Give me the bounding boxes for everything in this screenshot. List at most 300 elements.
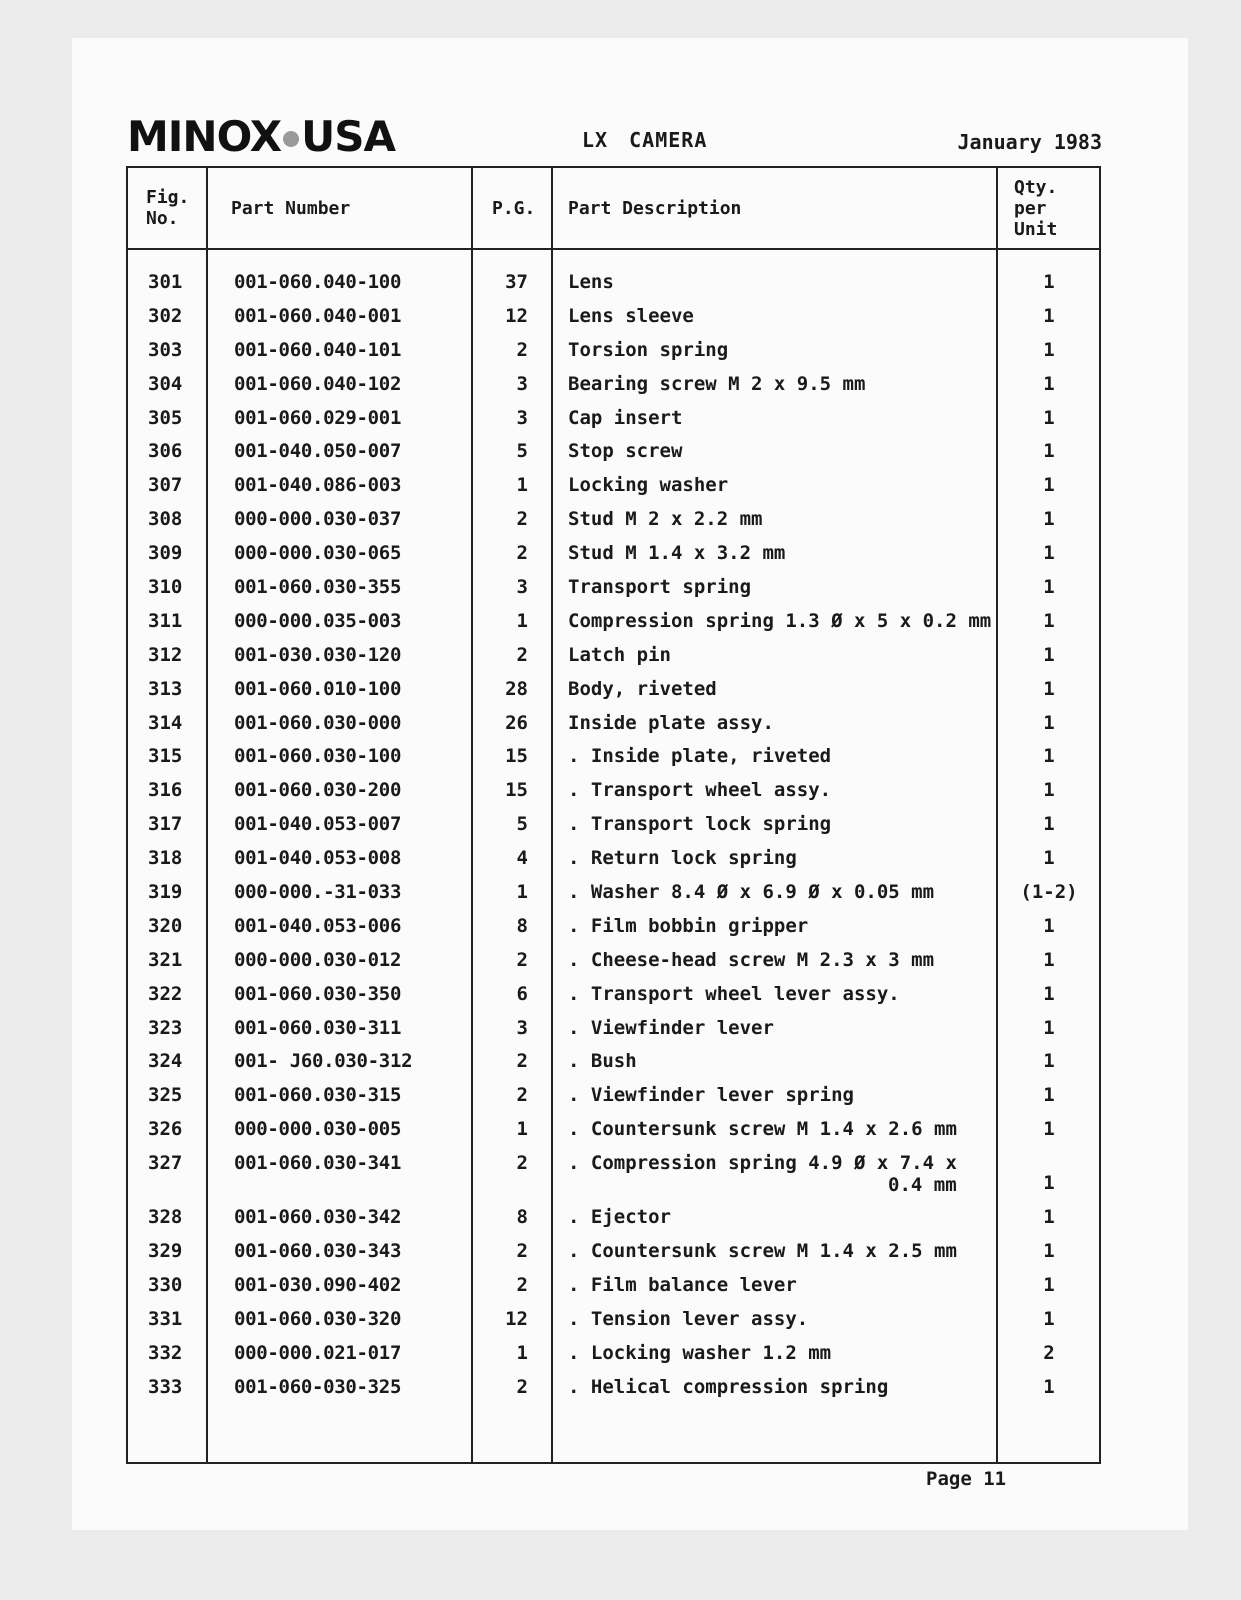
fig-no-cell: [148, 983, 182, 1005]
parts-table: [126, 166, 1101, 1464]
qty-cell: [1004, 508, 1094, 530]
part-number-cell: [234, 1118, 401, 1140]
fig-no-cell-text: 323: [148, 1016, 183, 1039]
part-description-cell-continuation: 0.4 mm: [888, 1174, 957, 1197]
fig-no-cell: [148, 1206, 182, 1228]
part-number-cell-text: 001-060.030-100: [234, 745, 402, 768]
pg-cell-text: 15: [505, 745, 528, 768]
part-number-cell-text: 001-060.030-355: [234, 576, 402, 599]
pg-cell: [478, 983, 528, 1005]
pg-cell-text: 2: [516, 508, 528, 531]
fig-no-cell-text: 307: [148, 474, 183, 497]
qty-cell: [1004, 678, 1094, 700]
fig-no-cell: [148, 1017, 182, 1039]
fig-no-cell-text: 309: [148, 542, 183, 565]
qty-cell: [1004, 779, 1094, 801]
part-description-cell: [568, 508, 762, 530]
qty-cell-text: 1: [1043, 847, 1055, 870]
part-number-cell-text: 000-000.030-012: [234, 948, 402, 971]
pg-cell: [478, 1017, 528, 1039]
part-description-cell: [568, 1240, 957, 1262]
fig-no-cell-text: 329: [148, 1240, 183, 1263]
pg-cell: [478, 373, 528, 395]
qty-cell: [1004, 847, 1094, 869]
part-description-cell-text: . Locking washer 1.2 mm: [568, 1341, 832, 1364]
qty-cell: [1004, 1308, 1094, 1330]
part-number-cell-text: 001-060.030-343: [234, 1240, 402, 1263]
part-description-cell: [568, 712, 774, 734]
part-number-cell: [234, 508, 401, 530]
fig-no-cell-text: 328: [148, 1206, 183, 1229]
qty-cell: [1004, 1017, 1094, 1039]
pg-cell: [478, 779, 528, 801]
part-description-cell: [568, 1206, 671, 1228]
table-row: [128, 1337, 1099, 1371]
part-number-cell: [234, 983, 401, 1005]
pg-cell: [478, 949, 528, 971]
qty-cell: [1004, 1084, 1094, 1106]
header-part-number: Part Number: [231, 197, 351, 219]
part-number-cell: [234, 542, 401, 564]
part-number-cell-text: 001-060.040-001: [234, 304, 402, 327]
part-description-cell-text: Compression spring 1.3 Ø x 5 x 0.2 mm: [568, 609, 992, 632]
part-description-cell-text: . Film balance lever: [568, 1273, 797, 1296]
part-number-cell: [234, 407, 401, 429]
pg-cell: [478, 1206, 528, 1228]
pg-cell-text: 2: [516, 948, 528, 971]
part-description-cell-text: . Cheese-head screw M 2.3 x 3 mm: [568, 948, 935, 971]
qty-cell-text: 1: [1043, 1240, 1055, 1263]
fig-no-cell: [148, 1342, 182, 1364]
qty-cell: [1004, 576, 1094, 598]
fig-no-cell: [148, 271, 182, 293]
fig-no-cell: [148, 779, 182, 801]
logo-suffix: USA: [301, 112, 396, 161]
table-row: [128, 1147, 1099, 1201]
part-description-cell-text: Stop screw: [568, 440, 683, 463]
header-divider: [128, 248, 1099, 250]
qty-cell-text: 1: [1043, 1375, 1055, 1398]
part-number-cell: [234, 610, 401, 632]
pg-cell-text: 12: [505, 304, 528, 327]
table-row: [128, 571, 1099, 605]
fig-no-cell-text: 330: [148, 1273, 183, 1296]
part-description-cell-text: Torsion spring: [568, 338, 729, 361]
qty-cell: [1004, 271, 1094, 293]
qty-cell-text: 1: [1043, 609, 1055, 632]
qty-cell-text: 2: [1043, 1341, 1055, 1364]
qty-cell-text: 1: [1043, 914, 1055, 937]
header-part-description: Part Description: [568, 197, 742, 219]
part-description-cell: [568, 678, 717, 700]
fig-no-cell: [148, 1274, 182, 1296]
document-title: LX CAMERA: [582, 128, 708, 152]
fig-no-cell-text: 321: [148, 948, 183, 971]
pg-cell-text: 2: [516, 643, 528, 666]
qty-cell-text: 1: [1043, 271, 1055, 293]
part-number-cell: [234, 1206, 401, 1228]
qty-cell-text: 1: [1043, 1273, 1055, 1296]
pg-cell-text: 2: [516, 338, 528, 361]
part-number-cell: [234, 712, 401, 734]
pg-cell: [478, 576, 528, 598]
part-number-cell-text: 001-040.050-007: [234, 440, 402, 463]
qty-cell-text: 1: [1043, 813, 1055, 836]
pg-cell-text: 4: [516, 847, 528, 870]
fig-no-cell-text: 316: [148, 779, 183, 802]
table-row: [128, 1079, 1099, 1113]
fig-no-cell: [148, 678, 182, 700]
qty-cell: [1004, 373, 1094, 395]
part-description-cell: [568, 407, 682, 429]
fig-no-cell-text: 319: [148, 881, 183, 904]
fig-no-cell-text: 315: [148, 745, 183, 768]
part-number-cell-text: 001-060.030-320: [234, 1307, 402, 1330]
pg-cell: [478, 881, 528, 903]
part-number-cell-text: 001-060-030-325: [234, 1375, 402, 1398]
fig-no-cell-text: 333: [148, 1375, 183, 1398]
table-row: [128, 1235, 1099, 1269]
fig-no-cell: [148, 1050, 182, 1072]
fig-no-cell: [148, 339, 182, 361]
fig-no-cell: [148, 1084, 182, 1106]
fig-no-cell: [148, 949, 182, 971]
fig-no-cell-text: 310: [148, 576, 183, 599]
header-qty-line3: Unit: [1014, 218, 1058, 240]
part-number-cell: [234, 644, 401, 666]
part-number-cell: [234, 1308, 401, 1330]
part-number-cell-text: 000-000.-31-033: [234, 881, 402, 904]
pg-cell-text: 8: [516, 1206, 528, 1229]
part-number-cell: [234, 1050, 412, 1072]
fig-no-cell: [148, 1240, 182, 1262]
table-row: [128, 673, 1099, 707]
fig-no-cell-text: 312: [148, 643, 183, 666]
fig-no-cell-text: 324: [148, 1050, 183, 1073]
table-row: [128, 1201, 1099, 1235]
pg-cell-text: 2: [516, 1084, 528, 1107]
header-fig-no-line1: Fig.: [146, 187, 190, 208]
table-row: [128, 876, 1099, 910]
qty-cell-text: 1: [1043, 948, 1055, 971]
qty-cell-text: 1: [1043, 372, 1055, 395]
table-row: [128, 1012, 1099, 1046]
part-description-cell: [568, 610, 991, 632]
part-number-cell: [234, 813, 401, 835]
part-description-cell-text: Stud M 2 x 2.2 mm: [568, 508, 763, 531]
part-description-cell-text: Bearing screw M 2 x 9.5 mm: [568, 372, 866, 395]
pg-cell: [478, 474, 528, 496]
qty-cell: [1004, 983, 1094, 1005]
part-description-cell: [568, 1152, 957, 1196]
fig-no-cell-text: 320: [148, 914, 183, 937]
part-description-cell: [568, 949, 934, 971]
qty-cell-text: 1: [1043, 440, 1055, 463]
part-number-cell-text: 001-040.053-006: [234, 914, 402, 937]
header-fig-no: [146, 168, 189, 248]
qty-cell-text: 1: [1043, 779, 1055, 802]
fig-no-cell: [148, 881, 182, 903]
fig-no-cell-text: 326: [148, 1118, 183, 1141]
qty-cell-text: 1: [1043, 982, 1055, 1005]
qty-cell: [1004, 712, 1094, 734]
part-number-cell-text: 000-000.030-005: [234, 1118, 402, 1141]
part-description-cell: [568, 983, 900, 1005]
fig-no-cell-text: 301: [148, 271, 183, 293]
logo-brand: MINOX: [127, 112, 282, 161]
part-number-cell: [234, 949, 401, 971]
pg-cell: [478, 847, 528, 869]
pg-cell-text: 1: [516, 881, 528, 904]
part-number-cell-text: 001-060.030-311: [234, 1016, 402, 1039]
part-description-cell: [568, 440, 682, 462]
fig-no-cell-text: 302: [148, 304, 183, 327]
pg-cell: [478, 1050, 528, 1072]
document-date: January 1983: [957, 130, 1102, 154]
part-description-cell: [568, 779, 831, 801]
qty-cell: [1004, 644, 1094, 666]
fig-no-cell: [148, 576, 182, 598]
qty-cell: [1004, 305, 1094, 327]
qty-cell: [1004, 881, 1094, 903]
pg-cell-text: 3: [516, 576, 528, 599]
table-row: [128, 842, 1099, 876]
table-row: [128, 334, 1099, 368]
fig-no-cell: [148, 373, 182, 395]
part-number-cell: [234, 271, 401, 293]
minox-usa-logo: [127, 112, 395, 161]
pg-cell: [478, 508, 528, 530]
fig-no-cell-text: 314: [148, 711, 183, 734]
qty-cell-text: 1: [1043, 1084, 1055, 1107]
fig-no-cell: [148, 440, 182, 462]
header-qty-line1: Qty.: [1014, 176, 1058, 198]
fig-no-cell-text: 304: [148, 372, 183, 395]
part-description-cell: [568, 1376, 888, 1398]
qty-cell: [1004, 1274, 1094, 1296]
part-description-cell: [568, 1118, 957, 1140]
part-number-cell-text: 001-060.040-100: [234, 271, 402, 293]
pg-cell: [478, 305, 528, 327]
qty-cell: [1004, 1118, 1094, 1140]
part-number-cell-text: 001-060.010-100: [234, 677, 402, 700]
table-row: [128, 503, 1099, 537]
part-description-cell-text: Latch pin: [568, 643, 671, 666]
fig-no-cell-text: 305: [148, 406, 183, 429]
part-description-cell-text: . Tension lever assy.: [568, 1307, 809, 1330]
part-description-cell-text: . Viewfinder lever spring: [568, 1084, 854, 1107]
qty-cell-text: 1: [1043, 1206, 1055, 1229]
pg-cell-text: 12: [505, 1307, 528, 1330]
part-number-cell-text: 001-060.040-101: [234, 338, 402, 361]
part-number-cell: [234, 1152, 401, 1174]
table-row: [128, 910, 1099, 944]
qty-cell: [1004, 1206, 1094, 1228]
part-description-cell: [568, 1274, 797, 1296]
fig-no-cell-text: 306: [148, 440, 183, 463]
part-description-cell-text: Cap insert: [568, 406, 683, 429]
fig-no-cell-text: 317: [148, 813, 183, 836]
part-description-cell: [568, 1308, 808, 1330]
part-number-cell-text: 001-060.030-341: [234, 1152, 402, 1175]
table-row: [128, 944, 1099, 978]
part-description-cell-text: . Viewfinder lever: [568, 1016, 774, 1039]
pg-cell: [478, 813, 528, 835]
fig-no-cell: [148, 813, 182, 835]
pg-cell-text: 37: [505, 271, 528, 293]
part-number-cell-text: 001-060.029-001: [234, 406, 402, 429]
fig-no-cell: [148, 1152, 182, 1174]
part-number-cell: [234, 305, 401, 327]
fig-no-cell: [148, 610, 182, 632]
fig-no-cell: [148, 474, 182, 496]
part-number-cell-text: 001-030.030-120: [234, 643, 402, 666]
qty-cell: [1004, 407, 1094, 429]
pg-cell: [478, 644, 528, 666]
part-description-cell-text: . Helical compression spring: [568, 1375, 889, 1398]
part-description-cell: [568, 1084, 854, 1106]
part-description-cell-text: . Ejector: [568, 1206, 671, 1229]
part-description-cell-text: Lens: [568, 271, 614, 293]
pg-cell-text: 3: [516, 406, 528, 429]
pg-cell-text: 5: [516, 440, 528, 463]
fig-no-cell-text: 331: [148, 1307, 183, 1330]
part-description-cell-text: . Return lock spring: [568, 847, 797, 870]
part-number-cell-text: 001-030.090-402: [234, 1273, 402, 1296]
table-row: [128, 402, 1099, 436]
pg-cell: [478, 712, 528, 734]
part-number-cell-text: 001-040.086-003: [234, 474, 402, 497]
part-number-cell: [234, 373, 401, 395]
pg-cell: [478, 745, 528, 767]
page-number: Page 11: [926, 1468, 1007, 1490]
qty-cell-text: 1: [1043, 643, 1055, 666]
table-row: [128, 266, 1099, 300]
qty-cell-text: 1: [1043, 474, 1055, 497]
pg-cell-text: 1: [516, 474, 528, 497]
part-description-cell-text: . Transport wheel assy.: [568, 779, 832, 802]
part-number-cell-text: 000-000.021-017: [234, 1341, 402, 1364]
qty-cell-text: 1: [1043, 711, 1055, 734]
part-number-cell-text: 001-060.030-342: [234, 1206, 402, 1229]
table-row: [128, 368, 1099, 402]
table-row: [128, 605, 1099, 639]
pg-cell: [478, 339, 528, 361]
part-number-cell: [234, 339, 401, 361]
table-body: [128, 266, 1099, 1405]
part-number-cell: [234, 915, 401, 937]
qty-cell-text: 1: [1043, 304, 1055, 327]
header-qty-line2: per: [1014, 197, 1047, 219]
qty-cell: [1004, 745, 1094, 767]
qty-cell-text: 1: [1043, 745, 1055, 768]
table-row: [128, 740, 1099, 774]
header-pg: P.G.: [492, 197, 536, 219]
part-description-cell-text: Transport spring: [568, 576, 752, 599]
table-row: [128, 537, 1099, 571]
part-description-cell-text: . Transport lock spring: [568, 813, 832, 836]
part-description-cell: [568, 373, 865, 395]
part-number-cell-text: 000-000.035-003: [234, 609, 402, 632]
fig-no-cell: [148, 1308, 182, 1330]
qty-cell-text: 1: [1043, 677, 1055, 700]
pg-cell-text: 2: [516, 542, 528, 565]
pg-cell-text: 8: [516, 914, 528, 937]
qty-cell-text: 1: [1043, 338, 1055, 361]
qty-cell-text: 1: [1043, 1050, 1055, 1073]
pg-cell-text: 2: [516, 1152, 528, 1175]
fig-no-cell: [148, 847, 182, 869]
pg-cell-text: 15: [505, 779, 528, 802]
fig-no-cell-text: 303: [148, 338, 183, 361]
table-row: [128, 808, 1099, 842]
table-row: [128, 639, 1099, 673]
pg-cell-text: 2: [516, 1050, 528, 1073]
pg-cell: [478, 1308, 528, 1330]
fig-no-cell-text: 308: [148, 508, 183, 531]
table-row: [128, 1371, 1099, 1405]
part-number-cell: [234, 1017, 401, 1039]
pg-cell-text: 6: [516, 982, 528, 1005]
part-description-cell: [568, 1342, 831, 1364]
part-description-cell: [568, 745, 831, 767]
fig-no-cell-text: 313: [148, 677, 183, 700]
table-row: [128, 1303, 1099, 1337]
fig-no-cell-text: 318: [148, 847, 183, 870]
page-header: [127, 112, 1102, 162]
qty-cell: [1004, 1342, 1094, 1364]
part-number-cell: [234, 1240, 401, 1262]
part-description-cell-text: . Compression spring 4.9 Ø x 7.4 x: [568, 1152, 957, 1175]
part-number-cell: [234, 1274, 401, 1296]
table-row: [128, 978, 1099, 1012]
part-description-cell: [568, 576, 751, 598]
pg-cell: [478, 1084, 528, 1106]
fig-no-cell-text: 327: [148, 1152, 183, 1175]
pg-cell-text: 3: [516, 1016, 528, 1039]
qty-cell: [1004, 1050, 1094, 1072]
table-row: [128, 707, 1099, 741]
part-description-cell-text: Stud M 1.4 x 3.2 mm: [568, 542, 786, 565]
pg-cell-text: 2: [516, 1375, 528, 1398]
part-number-cell-text: 001-060.030-350: [234, 982, 402, 1005]
part-description-cell-text: . Bush: [568, 1050, 637, 1073]
part-description-cell-text: . Washer 8.4 Ø x 6.9 Ø x 0.05 mm: [568, 881, 935, 904]
qty-cell: [1004, 474, 1094, 496]
pg-cell: [478, 1342, 528, 1364]
part-description-cell-text: Inside plate assy.: [568, 711, 774, 734]
header-qty-per-unit: [1014, 168, 1057, 248]
fig-no-cell: [148, 712, 182, 734]
part-description-cell-text: . Film bobbin gripper: [568, 914, 809, 937]
part-number-cell: [234, 847, 401, 869]
part-description-cell-text: Lens sleeve: [568, 304, 694, 327]
part-number-cell: [234, 1084, 401, 1106]
part-number-cell-text: 001-060.040-102: [234, 372, 402, 395]
qty-cell: [1004, 813, 1094, 835]
table-row: [128, 1113, 1099, 1147]
part-description-cell: [568, 644, 671, 666]
fig-no-cell-text: 311: [148, 609, 183, 632]
pg-cell-text: 5: [516, 813, 528, 836]
registered-mark-icon: [283, 131, 299, 147]
table-row: [128, 1045, 1099, 1079]
part-description-cell: [568, 915, 808, 937]
qty-cell-text: 1: [1043, 1307, 1055, 1330]
part-description-cell: [568, 542, 785, 564]
pg-cell-text: 2: [516, 1240, 528, 1263]
pg-cell: [478, 1274, 528, 1296]
